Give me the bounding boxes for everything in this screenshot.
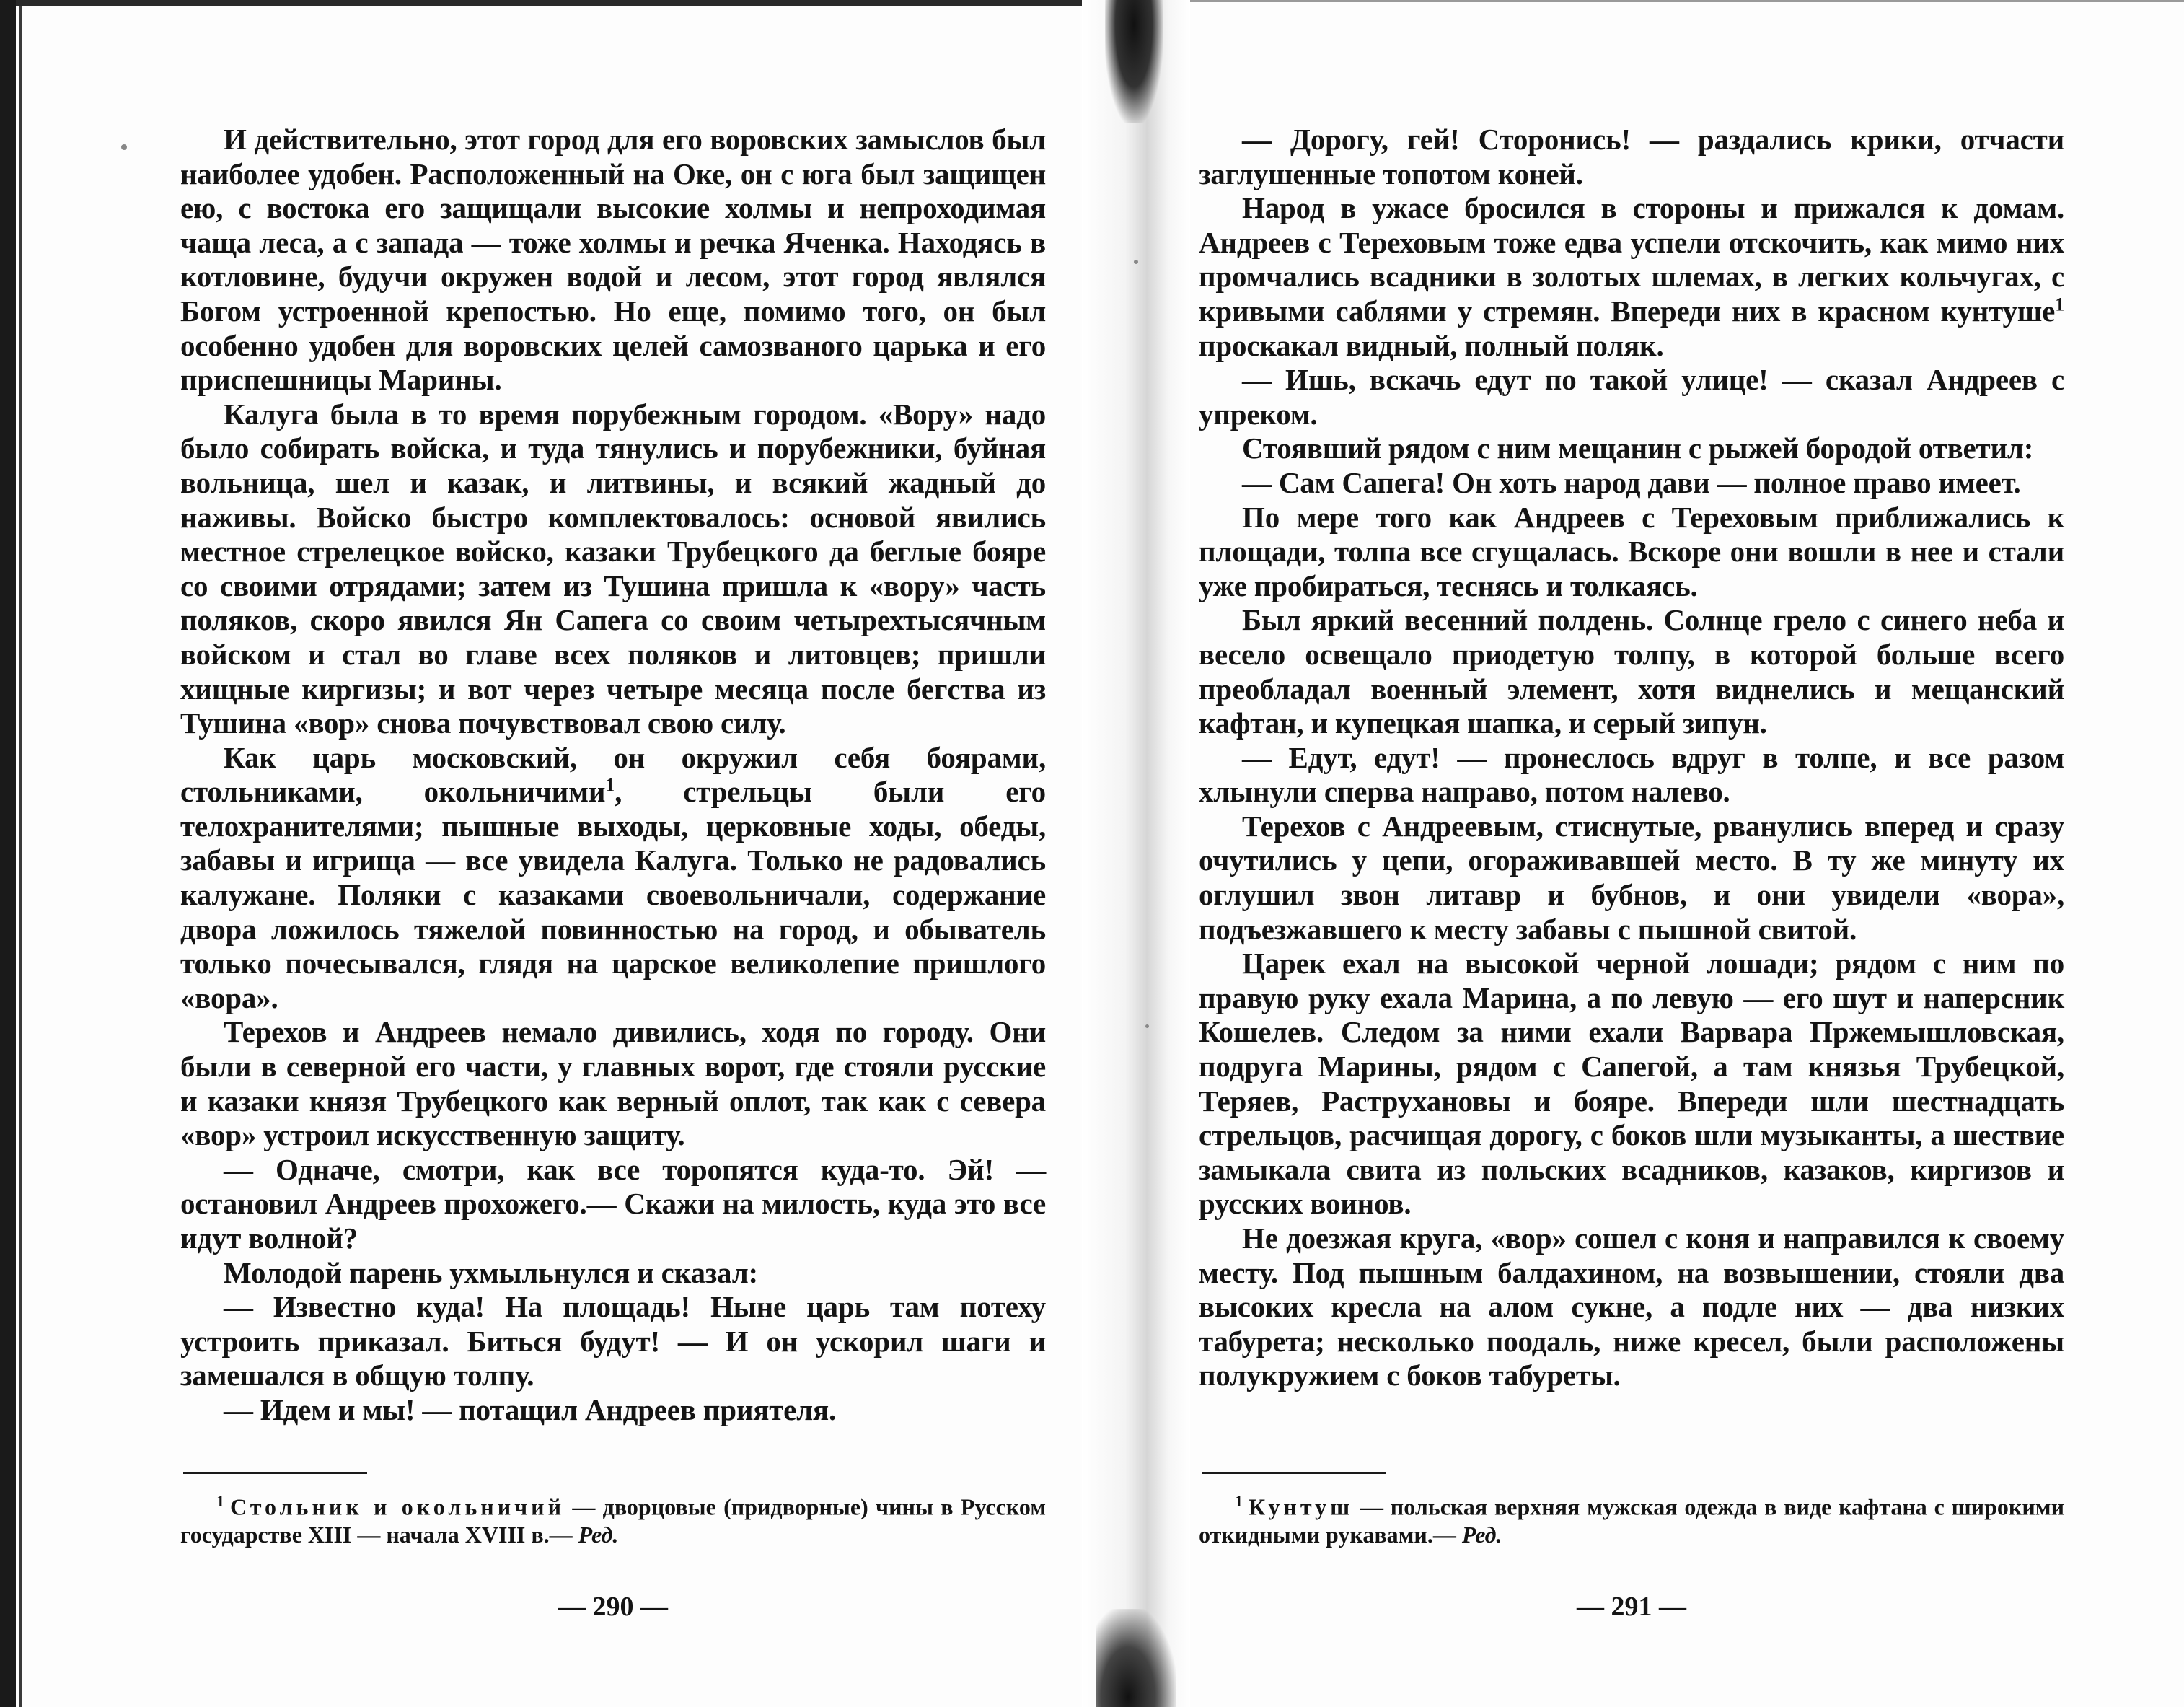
left-page-body [180, 123, 1046, 1428]
right-page [1199, 0, 2064, 1707]
paragraph: Стоявший рядом с ним мещанин с рыжей бородой ответил: [1242, 431, 2034, 465]
paragraph: Терехов с Андреевым, стиснутые, рванулись вперед и сразу очутились у цепи, огораживавшей место. В ту же минуту их оглушил звон литавр и бубнов, и они увидели «вора», подъезжавшего к месту забавы с пышной свитой. [1199, 809, 2064, 946]
binding-edge [0, 0, 16, 1707]
footnote-reference[interactable]: 1 [2055, 294, 2064, 315]
paragraph: — Известно куда! На площадь! Ныне царь там потеху устроить приказал. Биться будут! — И он ускорил шаги и замешался в общую толпу. [180, 1290, 1046, 1392]
footnote-reference[interactable]: 1 [605, 774, 615, 796]
footnote-rule [183, 1472, 367, 1474]
paragraph: Калуга была в то время порубежным городом. «Вору» надо было собирать войска, и туда тянулись и порубежники, буйная вольница, шел и казак, и литвины, и всякий жадный до наживы. Войско быстро комплектовалось: основой явились местное стрелецкое войско, казаки Трубецкого да беглые бояре со своими отрядами; затем из Тушина пришла к «вору» часть поляков, скоро явился Ян Сапега со своим четырехтысячным войском и стал во главе всех поляков и литовцев; пришли хищные киргизы; и вот через четыре месяца после бегства из Тушина «вор» снова почувствовал свою силу. [180, 397, 1046, 740]
paragraph: По мере того как Андреев с Тереховым приближались к площади, толпа все сгущалась. Вскоре они вошли в нее и стали уже пробираться, теснясь и толкаясь. [1199, 500, 2064, 602]
page-number: — 290 — [558, 1592, 668, 1622]
paragraph: — Дорогу, гей! Сторонись! — раздались крики, отчасти заглушенные топотом коней. [1199, 123, 2064, 190]
left-page [180, 0, 1046, 1707]
footnote-rule [1202, 1472, 1386, 1474]
paragraph: — Ишь, вскачь едут по такой улице! — сказал Андреев с упреком. [1199, 363, 2064, 431]
paragraph-text: проскакал видный, полный поляк. [1199, 328, 1664, 362]
footnote-editor: Ред. [578, 1521, 619, 1548]
footnote-term: Кунтуш [1249, 1493, 1354, 1520]
binding-edge-line [19, 0, 22, 1707]
paragraph-text: Народ в ужасе бросился в стороны и прижался к домам. Андреев с Тереховым тоже едва успели отскочить, как мимо них промчались всадники в золотых шлемах, в легких кольчугах, с кривыми саблями у стремян. Впереди них в красном кунтуше [1199, 191, 2064, 328]
paragraph: Не доезжая круга, «вор» сошел с коня и направился к своему месту. Под пышным балдахином, на возвышении, стояли два высоких кресла на алом сукне, а подле них — два низких табурета; несколько поодаль, ниже кресел, были расположены полукружием с боков табуреты. [1199, 1221, 2064, 1392]
footnote [180, 1488, 1046, 1548]
page-number: — 291 — [1577, 1592, 1686, 1622]
scan-speck [121, 144, 127, 150]
paragraph: — Одначе, смотри, как все торопятся куда-то. Эй! — остановил Андреев прохожего.— Скажи на милость, куда это все идут волной? [180, 1152, 1046, 1255]
footnote-text: — польская верхняя мужская одежда в виде кафтана с широкими откидными рукавами.— [1199, 1493, 2064, 1548]
gutter-shadow-top [1105, 0, 1163, 123]
right-page-body [1199, 123, 2064, 1393]
footnote-text: — дворцовые (придворные) чины в Русском государстве XIII — начала XVIII в.— [180, 1493, 1046, 1548]
paragraph: И действительно, этот город для его воровских замыслов был наиболее удобен. Расположенный на Оке, он с юга был защищен ею, с востока его защищали высокие холмы и непроходимая чаща леса, а с запада — тоже холмы и речка Яченка. Находясь в котловине, будучи окружен водой и лесом, этот город являлся Богом устроенной крепостью. Но еще, помимо того, он был особенно удобен для воровских целей самозваного царька и его приспешницы Марины. [180, 123, 1046, 397]
paragraph: — Идем и мы! — потащил Андреев приятеля. [224, 1392, 836, 1426]
paragraph: Был яркий весенний полдень. Солнце грело с синего неба и весело освещало приодетую толпу, в которой больше всего преобладал военный элемент, хотя виднелись и мещанский кафтан, и купецкая шапка, и серый зипун. [1199, 603, 2064, 740]
footnote [1199, 1488, 2064, 1548]
footnote-term: Стольник и окольничий [230, 1493, 565, 1520]
paragraph-text: Как царь московский, он окружил себя боярами, стольниками, окольничими [180, 740, 1046, 809]
footnote-editor: Ред. [1461, 1521, 1502, 1548]
paragraph: — Сам Сапега! Он хоть народ дави — полное право имеет. [1242, 465, 2021, 499]
paragraph [1199, 191, 2064, 363]
scan-speck [1145, 1024, 1149, 1028]
scan-speck [1134, 260, 1138, 264]
paragraph: Царек ехал на высокой черной лошади; рядом с ним по правую руку ехала Марина, а по левую — его шут и наперсник Кошелев. Следом за ними ехали Варвара Пржемышловская, подруга Марины, рядом с Сапегой, а там князья Трубецкой, Теряев, Раструхановы и бояре. Впереди шли шестнадцать стрельцов, расчищая дорогу, с боков шли музыканты, а шествие замыкала свита из польских всадников, казаков, киргизов и русских воинов. [1199, 947, 2064, 1221]
paragraph: — Едут, едут! — пронеслось вдруг в толпе, и все разом хлынули сперва направо, потом налево. [1199, 740, 2064, 809]
book-gutter [1082, 0, 1190, 1707]
footnote-mark: 1 [216, 1492, 224, 1510]
paragraph: Терехов и Андреев немало дивились, ходя по городу. Они были в северной его части, у главных ворот, где стояли русские и казаки князя Трубецкого как верный оплот, так как с севера «вор» устроил искусственную защиту. [180, 1015, 1046, 1152]
paragraph-text: , стрельцы были его телохранителями; пышные выходы, церковные ходы, обеды, забавы и игрища — все увидела Калуга. Только не радовались калужане. Поляки с казаками своевольничали, содержание двора ложилось тяжелой повинностью на город, и обыватель только почесывался, глядя на царское великолепие пришлого «вора». [180, 775, 1046, 1014]
gutter-shadow-bottom [1096, 1609, 1176, 1707]
footnote-mark: 1 [1235, 1492, 1243, 1510]
paragraph [180, 741, 1046, 1016]
paragraph: Молодой парень ухмыльнулся и сказал: [224, 1255, 758, 1289]
